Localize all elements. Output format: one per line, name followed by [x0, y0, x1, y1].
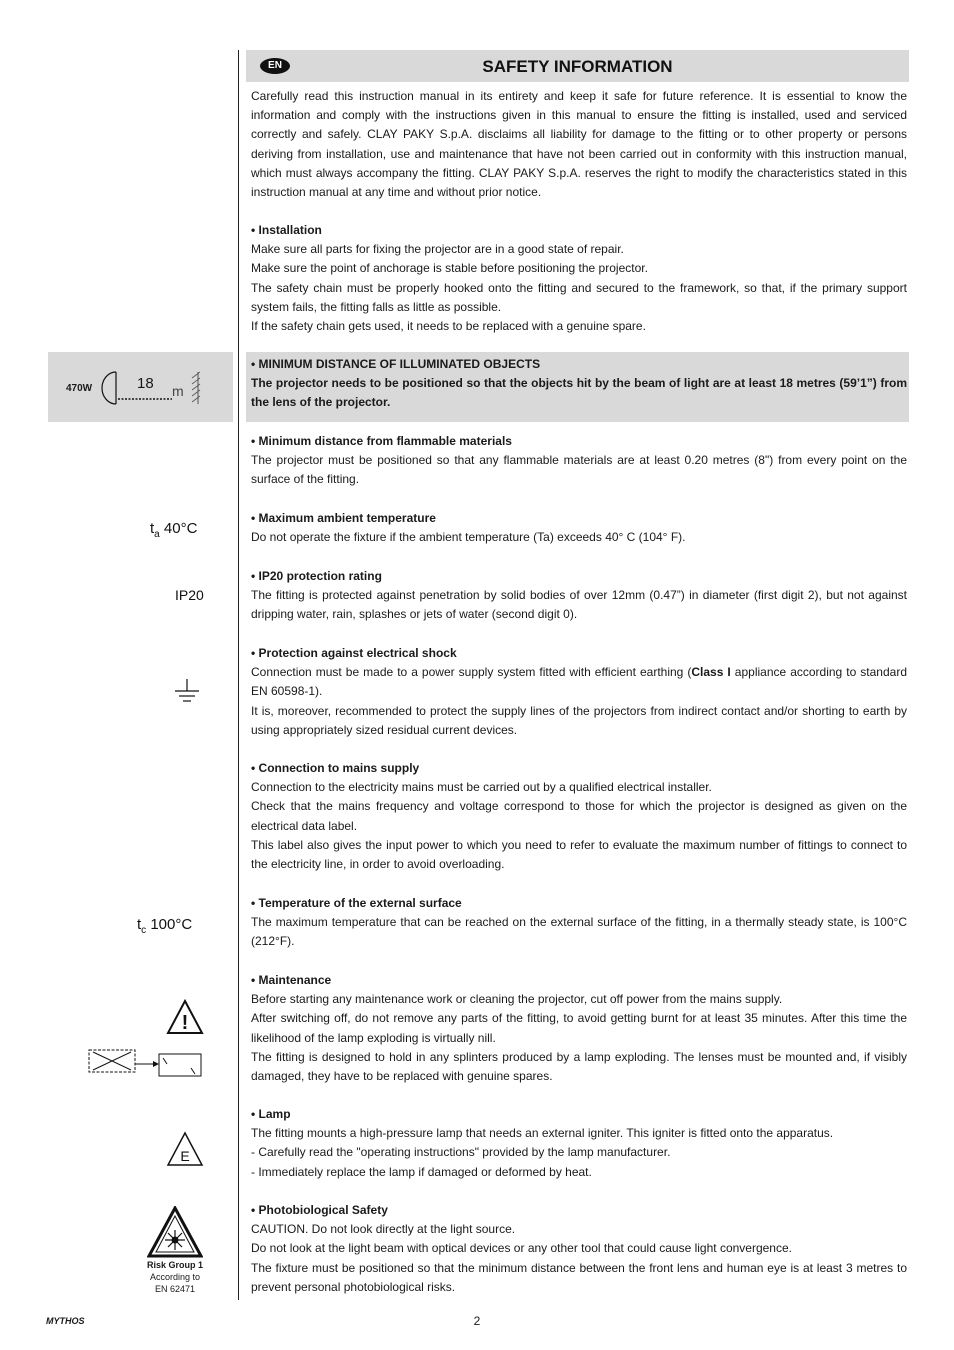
- distance-unit: m: [172, 383, 184, 399]
- broken-lens-replace-icon: [87, 1046, 205, 1080]
- risk-group-label: Risk Group 1 According to EN 62471: [146, 1260, 203, 1294]
- language-badge: EN: [260, 58, 290, 74]
- intro-paragraph: Carefully read this instruction manual in its entirety and keep it safe for future reference. It is essential to know the information and comply with the instructions given in this manual to ensure the fitting is installed, used and serviced correctly and safely. CLAY PAKY S.p.A. disclaims all liability for damage to the fitting or to other property or persons deriving from installation, use and maintenance that have not been carried out in conformity with this instruction manual, which must always accompany the fitting. CLAY PAKY S.p.A. reserves the right to modify the characteristics stated in this instruction manual at any time and without prior notice.: [251, 89, 907, 200]
- ip20-section: • IP20 protection rating The fitting is protected against penetration by solid bodies of over 12mm (0.47”) in diameter (first digit 2), but not against dripping water, rain, splashes or jets of water (second digit 0).: [251, 569, 907, 622]
- min-distance-section: • MINIMUM DISTANCE OF ILLUMINATED OBJECTS The projector needs to be positioned so that the objects hit by the beam of light are at least 18 metres (59’1”) from the lens of the projector.: [251, 357, 907, 410]
- bullet-heading: • Installation: [251, 223, 322, 237]
- surface-temp-section: • Temperature of the external surface The maximum temperature that can be reached on the external surface of the fitting, in a thermally steady state, is 100°C (212°F).: [251, 896, 907, 949]
- flammable-section: • Minimum distance from flammable materials The projector must be positioned so that any flammable materials are at least 0.20 metres (8") from every point on the surface of the fitting.: [251, 434, 907, 487]
- page-title: SAFETY INFORMATION: [482, 57, 673, 76]
- maintenance-section: • Maintenance Before starting any maintenance work or cleaning the projector, cut off power from the mains supply. After switching off, do not remove any parts of the fitting, to avoid getting burnt for at least 35 minutes. After this time the likelihood of the lamp exploding is virtually nill. The fitting is designed to hold in any splinters produced by a lamp exploding. The lenses must be mounted and, if visibly damaged, they have to be replaced with genuine spares.: [251, 973, 907, 1084]
- svg-text:E: E: [180, 1148, 190, 1164]
- ambient-temp-symbol: $t_a$ 40°C: [150, 520, 198, 540]
- laser-radiation-icon: [147, 1206, 203, 1258]
- warning-triangle-icon: [166, 998, 204, 1036]
- earth-ground-icon: [172, 677, 202, 707]
- section-header: [246, 50, 909, 82]
- surface-temp-symbol: $t_c$ 100°C: [137, 916, 193, 936]
- model-name: MYTHOS: [46, 1316, 85, 1326]
- column-divider: [238, 50, 239, 1300]
- distance-value: 18: [137, 375, 154, 392]
- installation-section: • Installation Make sure all parts for fixing the projector are in a good state of repair. Make sure the point of anchorage is stable before positioning the projector. The safety chain must be properly hooked onto the fitting and secured to the framework, so that, if the primary support system fails, the fitting falls as little as possible. If the safety chain gets used, it needs to be replaced with a genuine spare.: [251, 223, 907, 334]
- distance-symbol-panel: [48, 352, 233, 422]
- ambient-section: • Maximum ambient temperature Do not operate the fixture if the ambient temperature (Ta) exceeds 40° C (104° F).: [251, 511, 686, 545]
- ip-rating-symbol: IP20: [175, 587, 204, 603]
- beam-distance-icon: [100, 368, 210, 408]
- wattage-label: 470W: [66, 383, 93, 394]
- shock-section: • Protection against electrical shock Connection must be made to a power supply system fitted with efficient earthing (Class I appliance according to standard EN 60598-1). It is, moreover, recommended to protect the supply lines of the projectors from indirect contact and/or shorting to earth by using appropriately sized residual current devices.: [251, 646, 907, 737]
- mains-section: • Connection to mains supply Connection to the electricity mains must be carried out by a qualified electrical installer. Check that the mains frequency and voltage correspond to those for which the projector is designed as given on the electrical data label. This label also gives the input power to which you need to refer to evaluate the maximum number of fittings to connect to the electricity line, in order to avoid overloading.: [251, 761, 907, 872]
- external-igniter-icon: [166, 1130, 204, 1168]
- lamp-section: • Lamp The fitting mounts a high-pressure lamp that needs an external igniter. This igniter is fitted onto the apparatus. - Carefully read the "operating instructions" provided by the lamp manufacturer. - Immediately replace the lamp if damaged or deformed by heat.: [251, 1107, 834, 1179]
- photobio-section: • Photobiological Safety CAUTION. Do not look directly at the light source. Do not look at the light beam with optical devices or any other tool that could cause light convergence. The fixture must be positioned so that the minimum distance between the front lens and human eye is at least 3 metres to prevent personal photobiological risks.: [251, 1203, 907, 1294]
- svg-text:!: !: [181, 1012, 189, 1034]
- page-number: 2: [473, 1314, 481, 1328]
